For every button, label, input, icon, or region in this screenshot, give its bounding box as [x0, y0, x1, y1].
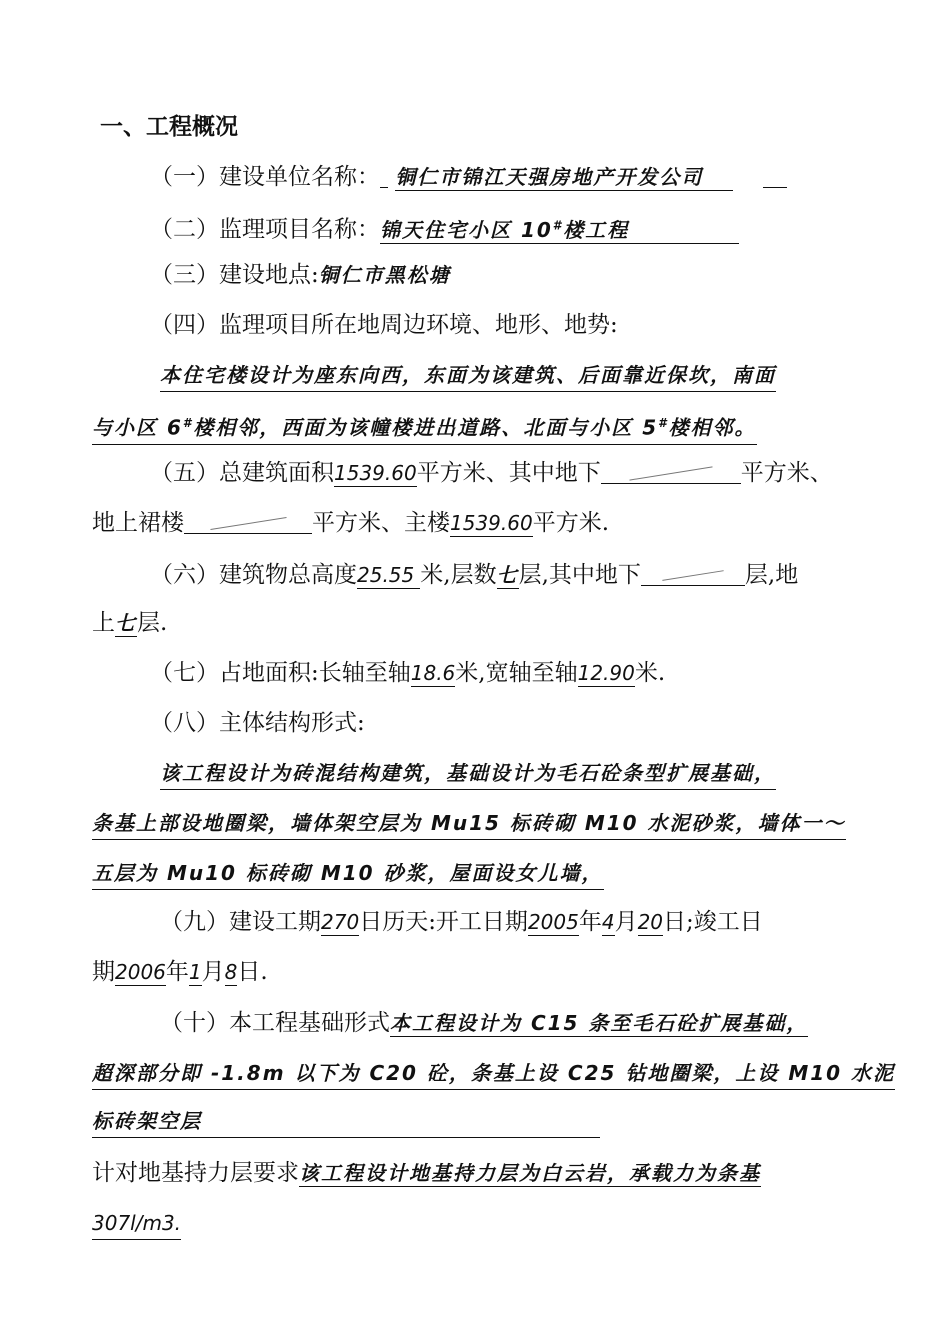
- podium-area-blank: [184, 511, 312, 534]
- item-9-cont: [92, 957, 268, 987]
- floors-above-value: 七: [115, 611, 137, 635]
- item-9-text2: 日;竣工日: [663, 909, 763, 935]
- structure-line-3: 五层为 Mu10 标砖砌 M10 砂浆，屋面设女儿墙，: [92, 858, 604, 890]
- month-unit-2: 月: [201, 959, 225, 985]
- total-area-value: 1539.60: [334, 461, 417, 485]
- bearing-capacity: 307l/m3.: [92, 1208, 181, 1240]
- item-9: [160, 907, 763, 937]
- item-6-text3: 层,地: [744, 562, 799, 588]
- underground-floors-blank: [641, 563, 745, 586]
- end-day: 8: [224, 960, 238, 984]
- above-unit: 层.: [137, 610, 168, 636]
- floors-value: 七: [496, 563, 519, 587]
- underline-blank: [380, 165, 388, 188]
- duration-value: 270: [321, 910, 360, 934]
- wide-axis-value: 12.90: [577, 661, 635, 685]
- item-6-label: （六）建筑物总高度: [150, 562, 357, 588]
- item-10-label: （十）本工程基础形式: [160, 1010, 390, 1036]
- bearing-layer-label: 计对地基持力层要求: [92, 1160, 299, 1186]
- project-name-value: 锦天住宅小区 10#楼工程: [380, 218, 739, 244]
- item-9-text: 日历天:开工日期: [359, 909, 528, 935]
- foundation-line-3: 标砖架空层: [92, 1106, 600, 1138]
- item-10: [160, 1008, 808, 1038]
- structure-line-1: 该工程设计为砖混结构建筑，基础设计为毛石砼条型扩展基础，: [160, 758, 776, 790]
- underground-area-blank: [601, 461, 741, 484]
- foundation-value: 本工程设计为 C15 条至毛石砼扩展基础，: [390, 1011, 809, 1035]
- bearing-layer: [92, 1158, 761, 1188]
- end-month: 1: [188, 960, 202, 984]
- item-6-cont: [92, 608, 167, 638]
- day-unit-2: 日.: [237, 959, 268, 985]
- item-2-label: （二）监理项目名称：: [150, 216, 380, 243]
- item-6-text: 米,层数: [420, 562, 497, 588]
- item-3: [150, 260, 451, 290]
- start-month: 4: [601, 910, 615, 934]
- item-2: [150, 210, 739, 245]
- period-label: 期: [92, 959, 115, 985]
- item-7: [150, 658, 665, 688]
- podium-label: 地上裙楼: [92, 510, 184, 536]
- structure-line-2: 条基上部设地圈梁，墙体架空层为 Mu15 标砖砌 M10 水泥砂浆，墙体一～: [92, 808, 846, 840]
- item-7-text: 米,宽轴至轴: [455, 660, 578, 686]
- item-6: [150, 560, 798, 590]
- start-year: 2005: [527, 910, 579, 934]
- item-9-label: （九）建设工期: [160, 909, 321, 935]
- section-heading: 一、工程概况: [100, 114, 238, 140]
- item-3-label: （三）建设地点:: [150, 262, 319, 288]
- item-5-unit: 平方米、: [740, 460, 833, 486]
- underline-blank: [763, 165, 787, 188]
- item-7-unit: 米.: [634, 660, 666, 686]
- item-6-text2: 层,其中地下: [518, 562, 641, 588]
- bearing-layer-value: 该工程设计地基持力层为白云岩，承载力为条基: [299, 1161, 761, 1185]
- item-5-text: 平方米、其中地下: [416, 460, 601, 486]
- main-building-label: 平方米、主楼: [312, 510, 450, 536]
- environment-line-1: 本住宅楼设计为座东向西，东面为该建筑、后面靠近保坎，南面: [160, 360, 776, 392]
- month-unit: 月: [614, 909, 638, 935]
- item-5: [150, 458, 833, 488]
- start-day: 20: [637, 910, 664, 934]
- item-7-label: （七）占地面积:长轴至轴: [150, 660, 411, 686]
- year-unit: 年: [578, 909, 602, 935]
- item-1-label: （一）建设单位名称：: [150, 164, 380, 190]
- item-4: （四）监理项目所在地周边环境、地形、地势:: [150, 312, 618, 338]
- long-axis-value: 18.6: [410, 661, 456, 685]
- location-value: 铜仁市黑松塘: [318, 263, 451, 287]
- item-8: （八）主体结构形式:: [150, 710, 365, 736]
- item-5-cont: [92, 508, 609, 538]
- item-5-label: （五）总建筑面积: [150, 460, 334, 486]
- year-unit-2: 年: [165, 959, 189, 985]
- height-value: 25.55: [357, 563, 420, 589]
- item-1: [150, 162, 787, 192]
- main-area-value: 1539.60: [450, 511, 533, 535]
- main-area-unit: 平方米.: [532, 510, 610, 536]
- end-year: 2006: [115, 960, 166, 984]
- environment-line-2: 与小区 6#楼相邻，西面为该幢楼进出道路、北面与小区 5#楼相邻。: [92, 408, 757, 445]
- foundation-line-2: 超深部分即 -1.8m 以下为 C20 砼，条基上设 C25 钻地圈梁，上设 M10 水泥: [92, 1058, 895, 1090]
- construction-unit-value: 铜仁市锦江天强房地产开发公司: [395, 165, 733, 191]
- above-label: 上: [92, 610, 115, 636]
